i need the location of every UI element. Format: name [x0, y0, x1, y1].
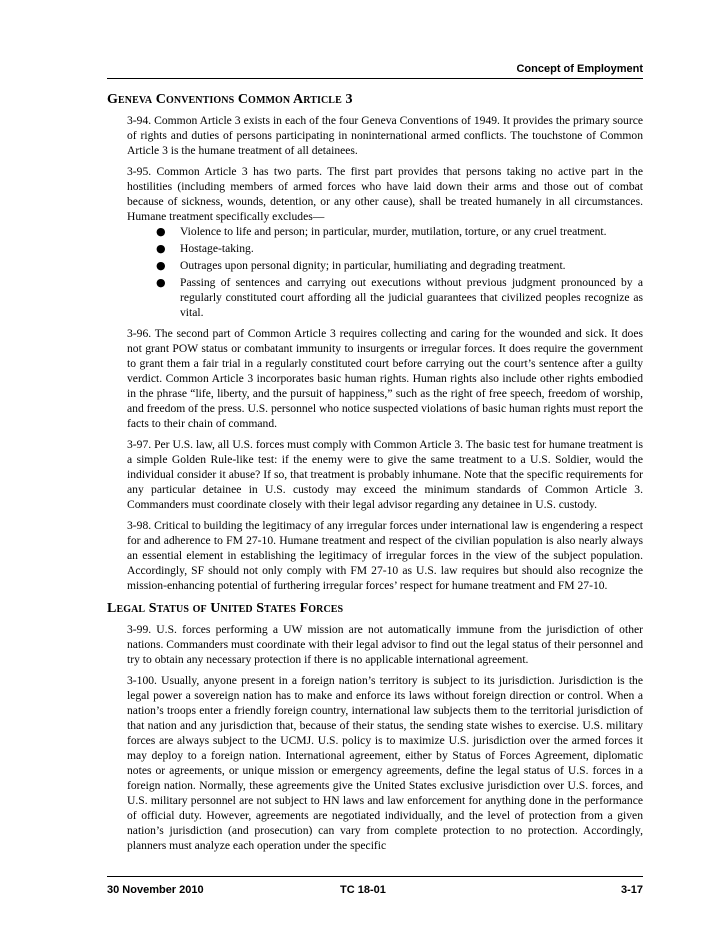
bullet-icon: ● — [156, 242, 166, 255]
bullet-icon: ● — [156, 259, 166, 272]
paragraph-3-95: 3-95. Common Article 3 has two parts. The first part provides that persons taking no active part in the hostilities (including members of armed forces who have laid down their arms and those out of combat because of sickness, wounds, detention, or any other cause), shall be treated humanely in all circumstances. Humane treatment specifically excludes— — [127, 165, 643, 223]
paragraph-3-96: 3-96. The second part of Common Article 3 requires collecting and caring for the wounded and sick. It does not grant POW status or combatant immunity to insurgents or irregular forces. It does require the government to grant them a fair trial in a regularly constituted court before carrying out the court’s sentence after a guilty verdict. Common Article 3 incorporates basic human rights. Human rights also include other rights embodied in the phrase “life, liberty, and the pursuit of happiness,” such as the right of free speech, freedom of worship, and freedom of the press. U.S. personnel who notice suspected violations of basic human rights must report the facts to their chain of command. — [127, 327, 643, 430]
exclusions-list — [107, 224, 643, 320]
paragraph-3-99: 3-99. U.S. forces performing a UW mission are not automatically immune from the jurisdiction of other nations. Commanders must coordinate with their legal advisor to find out the legal status of their personnel and try to obtain any necessary protection if there is no applicable international agreement. — [127, 623, 643, 666]
footer-page-number: 3-17 — [620, 884, 643, 896]
list-item — [156, 275, 643, 320]
header-rule — [107, 78, 643, 79]
list-item-text: Hostage-taking. — [180, 242, 254, 255]
page-body — [107, 92, 643, 859]
list-item-text: Outrages upon personal dignity; in particular, humiliating and degrading treatment. — [180, 259, 566, 272]
footer-date: 30 November 2010 — [107, 884, 204, 896]
list-item-text: Passing of sentences and carrying out executions without previous judgment pronounced by a regularly constituted court affording all the judicial guarantees that civilized peoples recognize as vital. — [180, 276, 643, 319]
paragraph-3-100: 3-100. Usually, anyone present in a foreign nation’s territory is subject to its jurisdiction. Jurisdiction is the legal power a sovereign nation has to make and enforce its laws without foreign direction or control. When a nation’s troops enter a friendly foreign country, international law subjects them to the territorial jurisdiction of that nation and any jurisdiction that, because of their status, the sending state wishes to exercise. U.S. military forces are always subject to the UCMJ. U.S. policy is to maximize U.S. jurisdiction over the armed forces it may deploy to a foreign nation. International agreement, either by Status of Forces Agreement, diplomatic notes or agreements, or unique mission or emergency agreements, define the legal status of U.S. forces in a foreign nation. Normally, these agreements give the United States exclusive jurisdiction over U.S. forces, and U.S. military personnel are not subject to HN laws and law enforcement for anything done in the performance of official duty. However, agreements are negotiated individually, and the level of protection from a given nation’s jurisdiction (and prosecution) can vary from complete protection to no protection. Accordingly, planners must analyze each operation under the specific — [127, 674, 643, 852]
running-header: Concept of Employment — [516, 63, 643, 75]
list-item — [156, 224, 643, 239]
bullet-icon: ● — [156, 225, 166, 238]
footer-rule — [107, 876, 643, 877]
section-heading-geneva: Geneva Conventions Common Article 3 — [107, 92, 353, 107]
footer-publication: TC 18-01 — [340, 884, 386, 896]
bullet-icon: ● — [156, 276, 166, 289]
paragraph-3-97: 3-97. Per U.S. law, all U.S. forces must comply with Common Article 3. The basic test for humane treatment is a simple Golden Rule-like test: if the enemy were to give the same treatment to a U.S. Soldier, would the individual consider it abuse? If so, that treatment is probably inhumane. Note that the specific requirements for any particular detainee in U.S. custody may exceed the minimum standards of Common Article 3. Commanders must coordinate closely with their legal advisor regarding any detainee in U.S. custody. — [127, 438, 643, 511]
paragraph-3-98: 3-98. Critical to building the legitimacy of any irregular forces under international law is engendering a respect for and adherence to FM 27-10. Humane treatment and respect of the civilian population is also nearly always an essential element in establishing the legitimacy of irregular forces in the view of the subject population. Accordingly, SF should not only comply with FM 27-10 as U.S. law requires but should also recognize the mission-enhancing potential of furthering irregular forces’ respect for humane treatment and FM 27-10. — [127, 519, 643, 592]
paragraph-3-94: 3-94. Common Article 3 exists in each of the four Geneva Conventions of 1949. It provides the primary source of rights and duties of persons participating in noninternational armed conflicts. The touchstone of Common Article 3 is the humane treatment of all detainees. — [127, 114, 643, 157]
list-item — [156, 258, 643, 273]
section-heading-legal-status: Legal Status of United States Forces — [107, 601, 344, 616]
list-item — [156, 241, 643, 256]
list-item-text: Violence to life and person; in particular, murder, mutilation, torture, or any cruel treatment. — [180, 225, 607, 238]
